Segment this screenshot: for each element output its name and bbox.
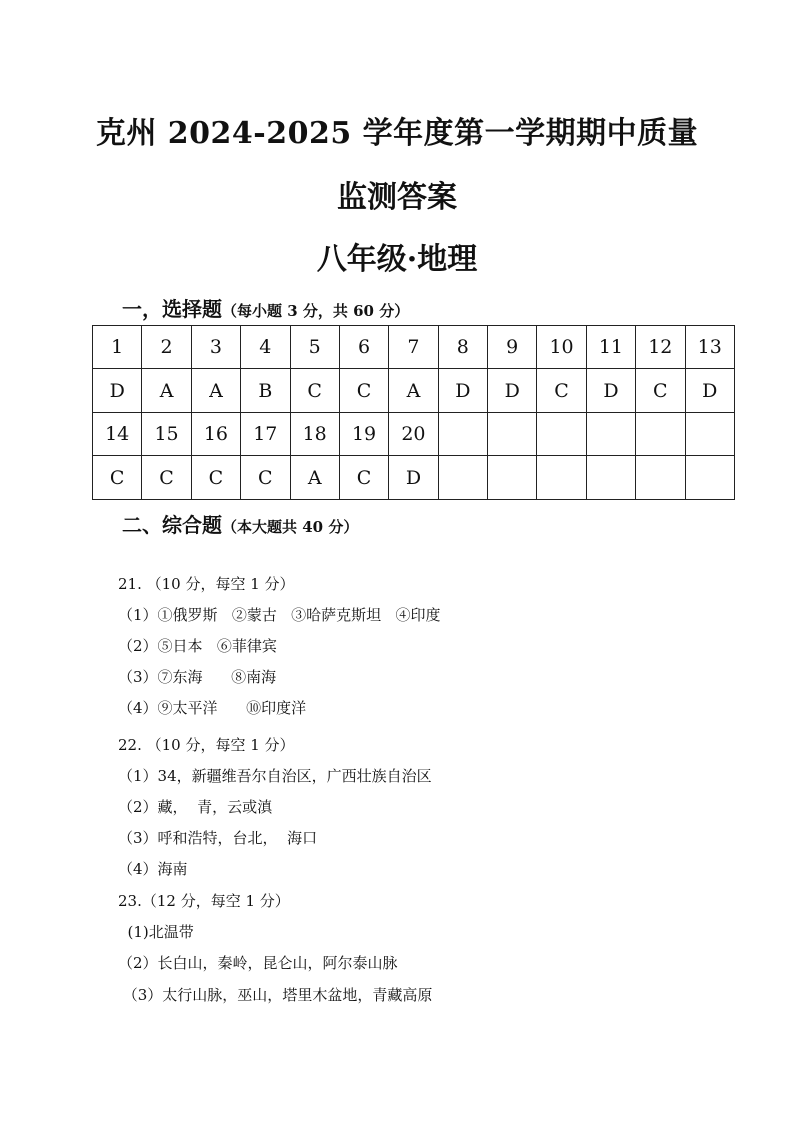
table-cell: [537, 413, 586, 456]
table-cell: 20: [389, 413, 438, 456]
doc-subtitle-grade-subject: 八年级·地理: [316, 242, 478, 277]
table-cell: [685, 413, 735, 456]
table-cell: [685, 456, 735, 500]
answer-line: （2）藏， 青，云或滇: [118, 798, 273, 816]
table-cell: C: [290, 369, 339, 413]
section-heading-text: 二、综合题: [122, 513, 222, 537]
answer-line: （2）⑤日本 ⑥菲律宾: [118, 637, 277, 655]
table-cell: 19: [339, 413, 388, 456]
table-row-answers-1: [93, 369, 735, 413]
table-cell: [586, 413, 635, 456]
table-cell: [488, 413, 537, 456]
table-cell: 8: [438, 326, 487, 369]
table-cell: A: [389, 369, 438, 413]
table-cell: A: [290, 456, 339, 500]
table-cell: [636, 456, 685, 500]
table-cell: A: [191, 369, 240, 413]
table-cell: C: [241, 456, 290, 500]
table-cell: D: [438, 369, 487, 413]
table-cell: 18: [290, 413, 339, 456]
table-cell: 13: [685, 326, 735, 369]
table-cell: C: [339, 456, 388, 500]
table-cell: 12: [636, 326, 685, 369]
table-cell: 14: [93, 413, 142, 456]
table-cell: C: [636, 369, 685, 413]
table-cell: 5: [290, 326, 339, 369]
table-cell: C: [191, 456, 240, 500]
table-cell: [537, 456, 586, 500]
table-cell: C: [339, 369, 388, 413]
section-heading-note: （本大题共 40 分）: [222, 518, 359, 536]
table-cell: 17: [241, 413, 290, 456]
section-heading-note: （每小题 3 分，共 60 分）: [222, 302, 410, 320]
table-cell: [438, 456, 487, 500]
table-row-answers-2: [93, 456, 735, 500]
table-cell: C: [537, 369, 586, 413]
answer-line: （1）①俄罗斯 ②蒙古 ③哈萨克斯坦 ④印度: [118, 606, 441, 624]
answer-line: （1）34，新疆维吾尔自治区，广西壮族自治区: [118, 767, 432, 785]
table-cell: 9: [488, 326, 537, 369]
table-cell: 6: [339, 326, 388, 369]
section-heading-text: 一，选择题: [122, 297, 222, 321]
table-cell: 11: [586, 326, 635, 369]
answer-line: （4）⑨太平洋 ⑩印度洋: [118, 699, 307, 717]
table-cell: [586, 456, 635, 500]
question-23-header: 23.（12 分，每空 1 分）: [118, 892, 290, 910]
table-row-numbers-1: [93, 326, 735, 369]
table-cell: 2: [142, 326, 191, 369]
table-cell: A: [142, 369, 191, 413]
table-cell: [438, 413, 487, 456]
table-cell: C: [93, 456, 142, 500]
table-cell: 16: [191, 413, 240, 456]
answer-line: （3）太行山脉，巫山，塔里木盆地，青藏高原: [118, 986, 433, 1004]
table-cell: D: [488, 369, 537, 413]
table-cell: 10: [537, 326, 586, 369]
table-cell: [488, 456, 537, 500]
table-row-numbers-2: [93, 413, 735, 456]
table-cell: 15: [142, 413, 191, 456]
question-22-header: 22. （10 分，每空 1 分）: [118, 736, 295, 754]
table-cell: D: [685, 369, 735, 413]
table-cell: D: [586, 369, 635, 413]
table-cell: [636, 413, 685, 456]
doc-title-line2: 监测答案: [337, 180, 457, 215]
answer-line: （3）⑦东海 ⑧南海: [118, 668, 277, 686]
answer-line: （2）长白山，秦岭，昆仑山，阿尔泰山脉: [118, 954, 398, 972]
table-cell: 1: [93, 326, 142, 369]
section-comprehensive-heading: [122, 509, 358, 538]
section-multiple-choice-heading: [122, 293, 409, 322]
table-cell: 4: [241, 326, 290, 369]
table-cell: C: [142, 456, 191, 500]
question-21-header: 21. （10 分，每空 1 分）: [118, 575, 295, 593]
table-cell: D: [389, 456, 438, 500]
table-cell: 7: [389, 326, 438, 369]
answer-table: [92, 325, 735, 500]
table-cell: B: [241, 369, 290, 413]
answer-line: （4）海南: [118, 860, 188, 878]
table-cell: D: [93, 369, 142, 413]
answer-line: （3）呼和浩特，台北， 海口: [118, 829, 318, 847]
doc-title-line1: 克州 2024-2025 学年度第一学期期中质量: [95, 116, 699, 151]
table-cell: 3: [191, 326, 240, 369]
answer-line: (1)北温带: [118, 923, 194, 941]
